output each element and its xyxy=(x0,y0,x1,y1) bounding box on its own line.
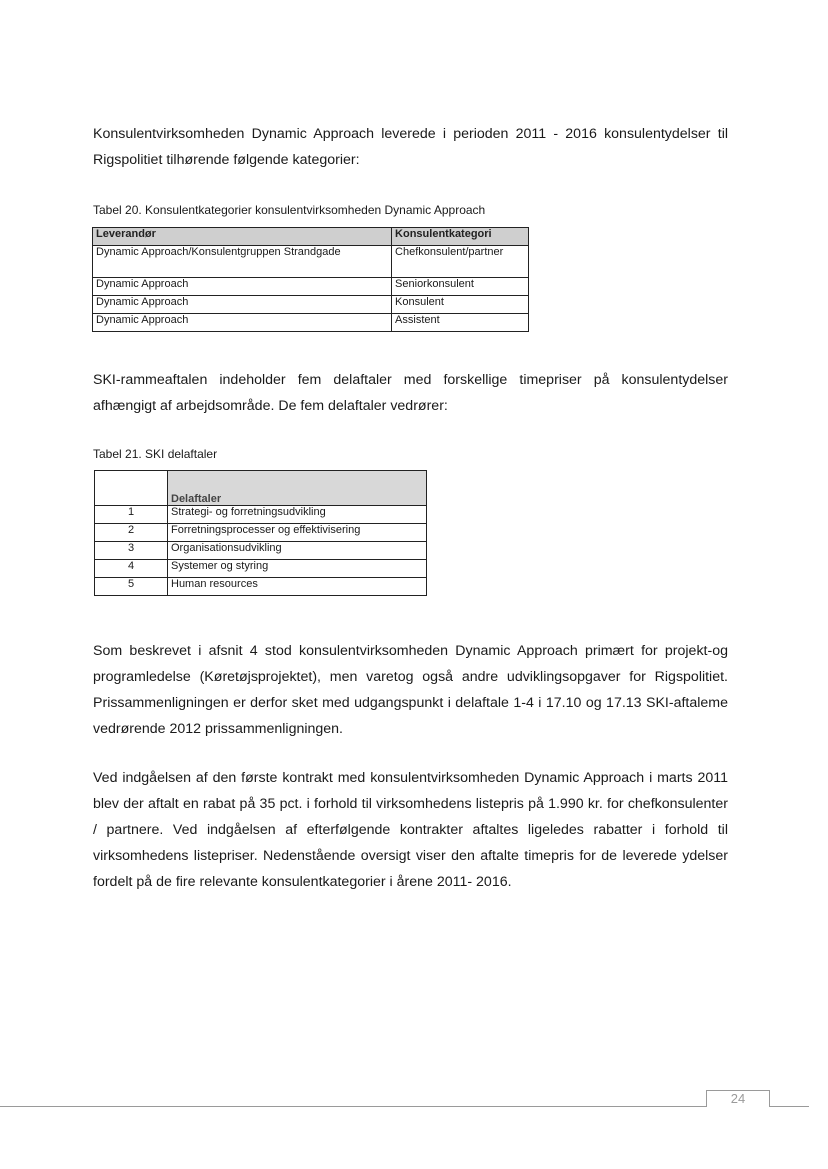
subagreement-cell: Strategi- og forretningsudvikling xyxy=(168,506,427,524)
table-row xyxy=(95,578,427,596)
subagreement-cell: Systemer og styring xyxy=(168,560,427,578)
table-row xyxy=(93,278,529,296)
supplier-cell: Dynamic Approach xyxy=(93,314,392,332)
supplier-cell: Dynamic Approach/Konsulentgruppen Strandgade xyxy=(93,246,392,278)
consultant-category-table xyxy=(92,227,529,332)
table-row xyxy=(95,524,427,542)
column-header-subagreements: Delaftaler xyxy=(168,471,427,506)
category-cell: Seniorkonsulent xyxy=(392,278,529,296)
subagreement-cell: Human resources xyxy=(168,578,427,596)
supplier-cell: Dynamic Approach xyxy=(93,278,392,296)
number-cell: 1 xyxy=(95,506,168,524)
subagreement-cell: Organisationsudvikling xyxy=(168,542,427,560)
contract-paragraph: Ved indgåelsen af den første kontrakt med konsulentvirksomheden Dynamic Approach i marts 2011 blev der aftalt en rabat på 35 pct. i forhold til virksomhedens listepris på 1.990 kr. for chefkonsulenter / partnere. Ved indgåelsen af efterfølgende kontrakter aftaltes ligeledes rabatter i forhold til virksomhedens listepriser. Nedenstående oversigt viser den aftalte timepris for de leverede ydelser fordelt på de fire relevante konsulentkategorier i årene 2011- 2016. xyxy=(93,770,728,890)
table21-caption: Tabel 21. SKI delaftaler xyxy=(93,447,218,461)
page-number: 24 xyxy=(706,1090,770,1107)
number-cell: 2 xyxy=(95,524,168,542)
column-header-supplier: Leverandør xyxy=(93,228,392,246)
table-row xyxy=(95,506,427,524)
table-row xyxy=(93,314,529,332)
table-row xyxy=(95,560,427,578)
table-header-row xyxy=(93,228,529,246)
table-row xyxy=(93,296,529,314)
table-header-row xyxy=(95,471,427,506)
table-row xyxy=(95,542,427,560)
ski-paragraph: SKI-rammeaftalen indeholder fem delaftaler med forskellige timepriser på konsulentydelser afhængigt af arbejdsområde. De fem delaftaler vedrører: xyxy=(93,372,728,414)
footer-rule-right xyxy=(769,1106,809,1107)
category-cell: Assistent xyxy=(392,314,529,332)
ski-subagreement-table xyxy=(94,470,427,596)
supplier-cell: Dynamic Approach xyxy=(93,296,392,314)
table-row xyxy=(93,246,529,278)
empty-header-cell xyxy=(95,471,168,506)
number-cell: 4 xyxy=(95,560,168,578)
footer-rule-left xyxy=(0,1106,706,1107)
table20-caption: Tabel 20. Konsulentkategorier konsulentvirksomheden Dynamic Approach xyxy=(93,203,486,217)
description-paragraph: Som beskrevet i afsnit 4 stod konsulentvirksomheden Dynamic Approach primært for projekt-og programledelse (Køretøjsprojektet), men varetog også andre udviklingsopgaver for Rigspolitiet. Prissammenligningen er derfor sket med udgangspunkt i delaftale 1-4 i 17.10 og 17.13 SKI-aftaleme vedrørende 2012 prissammenligningen. xyxy=(93,643,728,737)
number-cell: 5 xyxy=(95,578,168,596)
intro-paragraph: Konsulentvirksomheden Dynamic Approach leverede i perioden 2011 - 2016 konsulentydelser til Rigspolitiet tilhørende følgende kategorier: xyxy=(93,126,728,168)
column-header-category: Konsulentkategori xyxy=(392,228,529,246)
category-cell: Chefkonsulent/partner xyxy=(392,246,529,278)
subagreement-cell: Forretningsprocesser og effektivisering xyxy=(168,524,427,542)
category-cell: Konsulent xyxy=(392,296,529,314)
number-cell: 3 xyxy=(95,542,168,560)
